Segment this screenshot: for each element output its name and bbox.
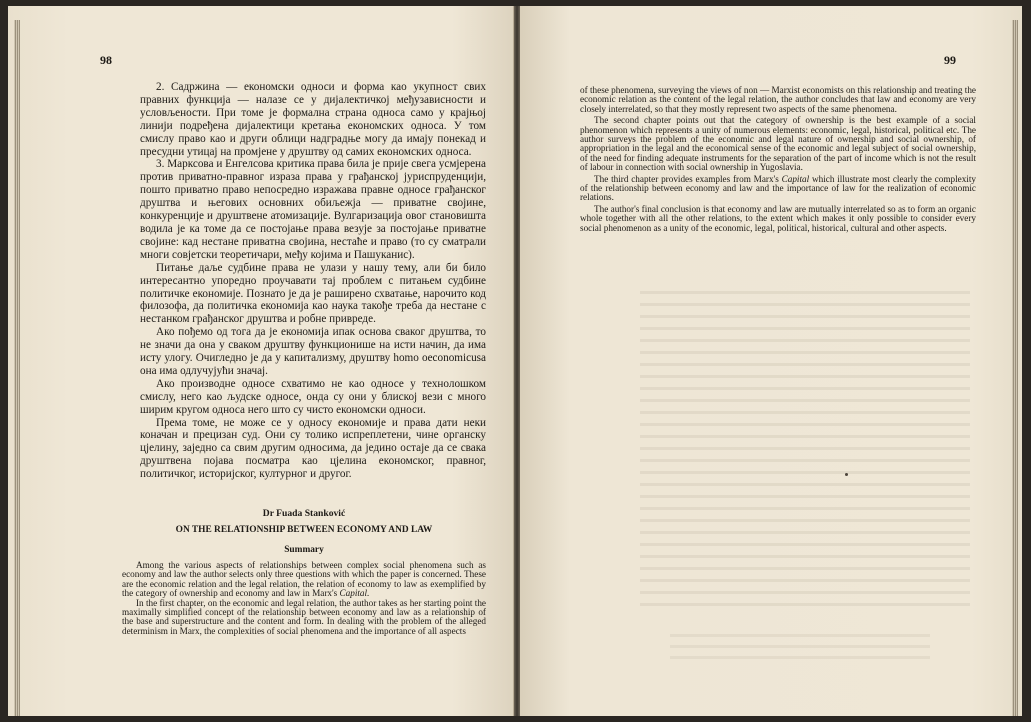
article-title: ON THE RELATIONSHIP BETWEEN ECONOMY AND LAW <box>175 525 433 535</box>
left-page <box>8 6 514 716</box>
paragraph: 3. Марксова и Енгелсова критика права била је прије свега усмјерена против приватно-правног израза права у грађанској јуриспруденцији, пошто приватно право непосредно изражава правне односе грађанског друштва и његових основних обиљежја — приватне својине, конкуренције и друштвене атомизације. Вулгаризација овог становишта водила је ка томе да се постојање права везује за постојање приватне својине: кад нестане приватна својина, нестаће и право (то су сматрали многи совјетски теоретичари, међу којима и Пашуканис). <box>140 158 486 261</box>
paragraph: Ако пођемо од тога да је економија ипак основа сваког друштва, то не значи да она у сваком друштву функционише на исти начин, да има исту улогу. Очигледно је да у капитализму, друштву homo oeconomicusa она има одлучујући значај. <box>140 326 486 377</box>
summary-heading: Summary <box>284 545 324 555</box>
page-number: 99 <box>944 53 956 67</box>
summary-continuation <box>580 86 976 235</box>
italic-title: Capital. <box>339 588 370 599</box>
paragraph <box>580 175 976 203</box>
page-number: 98 <box>100 53 112 67</box>
paragraph: The second chapter points out that the category of ownership is the best example of a social phenomenon which represents a unity of numerous elements: economic, legal, historical, political etc. The author surveys the problem of the economic and legal nature of ownership and social ownership, of appropriation in the legal and the economical sense of the economic and legal subject of social ownership, of the need for finding adequate instruments for the separation of the part of income which is not the result of labour in connection with social ownership in Yugoslavia. <box>580 115 976 173</box>
cyrillic-text-block <box>140 81 486 481</box>
bleed-through-footnote <box>670 634 930 660</box>
paragraph: Према томе, не може се у односу економије и права дати неки коначан и прецизан суд. Они су толико испреплетени, чине органску цјелину, заједно са свим другим односима, да једино остаје да се свака друштвена појава посматра као цјелина економског, правног, политичког, историјског, културног и другог. <box>140 416 486 481</box>
bleed-through-text <box>640 291 970 611</box>
summary-text <box>122 561 486 636</box>
summary-paragraph <box>122 561 486 599</box>
paragraph: 2. Садржина — економски односи и форма као укупност свих правних функција — налазе се у дијалектичкој међузависности и условљености. При томе је формална страна односа само у крајњој линији подређена дијалектици кретања економских односа. У том смислу право као и други облици надградње могу да имају понекад и пресудни утицај на промјене у друштву од самих економских односа. <box>140 81 486 158</box>
italic-title: Capital <box>781 173 810 184</box>
paragraph: of these phenomena, surveying the views of non — Marxist economists on this relationship and treating the economic relation as the content of the legal relation, the author concludes that law and economy are very closely interrelated, so that they mostly represent two aspects of the same phenomena. <box>580 85 976 114</box>
page-edge-stack <box>1012 20 1018 716</box>
text-run: The third chapter provides examples from Marx's <box>594 173 782 184</box>
summary-paragraph: In the first chapter, on the economic and legal relation, the author takes as her starting point the maximally simplified concept of the relationship between economy and law as a relationship of the base and superstructure and the content and form. In dealing with the problem of the alleged determinism in Marx, the complexities of social phenomena and the importance of all aspects <box>122 597 486 636</box>
page-edge-stack <box>14 20 20 716</box>
article-author: Dr Fuada Stanković <box>262 508 346 519</box>
paragraph: Ако производне односе схватимо не као односе у технолошком смислу, него као људске односе, онда су они у блиској вези с много ширим кругом односа него што су чисто економски односи. <box>140 377 486 416</box>
right-page <box>520 6 1022 716</box>
paragraph: Питање даље судбине права не улази у нашу тему, али би било интересантно упоредно проучавати тај проблем с питањем судбине политичке економије. Познато је да је раширено схватање, нарочито код филозофа, да политичка економија као наука такође треба да нестане с нестанком грађанског друштва и робне привреде. <box>140 261 486 326</box>
paragraph: The author's final conclusion is that economy and law are mutually interrelated so as to form an organic whole together with all the other relations, to the extent which makes it only possible to consider every social phenomenon as a unity of the economic, legal, political, historical, cultural and other aspects. <box>580 203 976 233</box>
ink-speck <box>845 473 848 476</box>
text-run: which illustrate most clearly the complexity of the relationship between economy and law and the importance of law for the realization of economic relations. <box>580 173 976 203</box>
summary-text-run: Among the various aspects of relationships between complex social phenomena such as economy and law the author selects only three questions with which the paper is concerned. These are the economic relation and the legal relation, the relation of economy to law as exemplified by the category of ownership and economy and law in Marx's <box>122 560 486 599</box>
